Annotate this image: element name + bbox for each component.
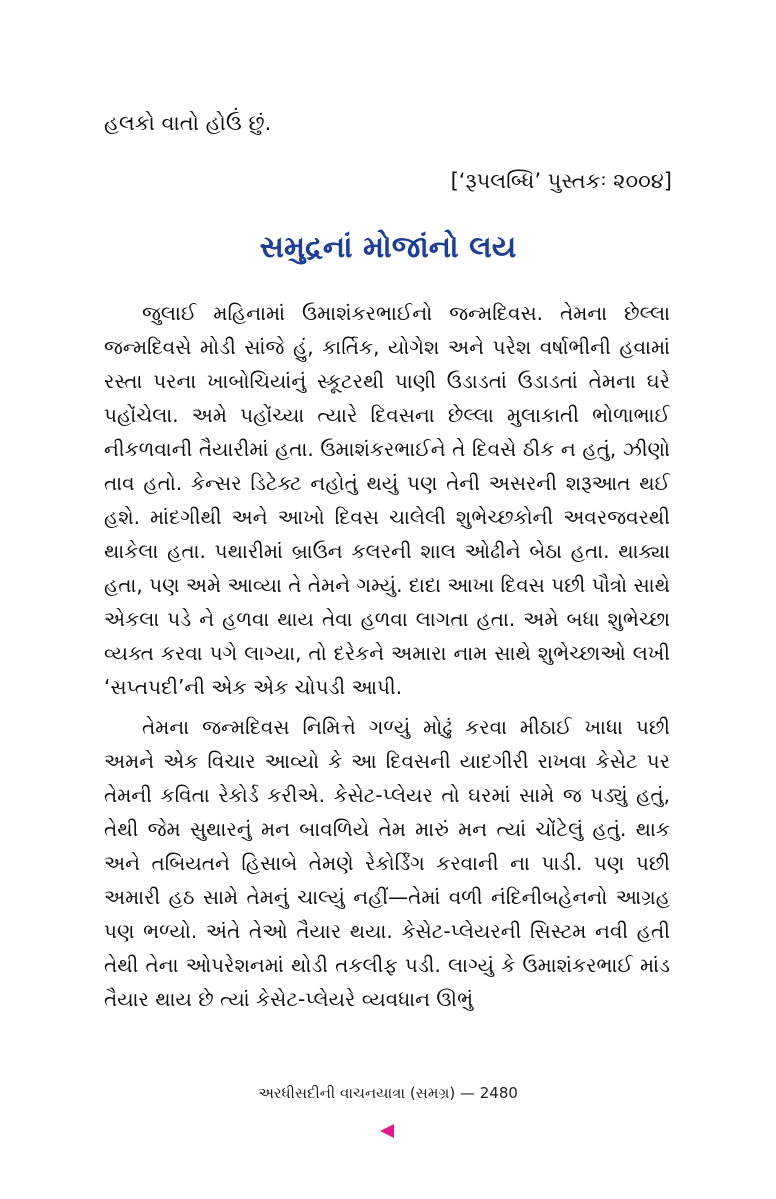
paragraph-2: તેમના જન્મદિવસ નિમિત્તે ગળ્યું મોઢું કરવા મીઠાઈ ખાધા પછી અમને એક વિચાર આવ્યો કે આ દિવસની યાદગીરી રાખવા કેસેટ પર તેમની કવિતા રેકોર્ડ કરીએ. કેસેટ-પ્લેયર તો ઘરમાં સામે જ પડ્યું હતું, તેથી જેમ સુથારનું મન બાવળિયે તેમ મારું મન ત્યાં ચોંટેલું હતું. થાક અને તબિયતને હિસાબે તેમણે રેકોર્ડિંગ કરવાની ના પાડી. પણ પછી અમારી હઠ સામે તેમનું ચાલ્યું નહીં—તેમાં વળી નંદિનીબહેનનો આગ્રહ પણ ભળ્યો. અંતે તેઓ તૈયાર થયા. કેસેટ-પ્લેયરની સિસ્ટમ નવી હતી તેથી તેના ઓપરેશનમાં થોડી તકલીફ પડી. લાગ્યું કે ઉમાશંકરભાઈ માંડ તૈયાર થાય છે ત્યાં કેસેટ-પ્લેયરે વ્યવધાન ઊભું: [104, 715, 670, 1011]
paragraph-1: જુલાઈ મહિનામાં ઉમાશંકરભાઈનો જન્મદિવસ. તેમના છેલ્લા જન્મદિવસે મોડી સાંજે હું, કાર્તિક, યોગેશ અને પરેશ વર્ષાભીની હવામાં રસ્તા પરના ખાબોચિયાંનું સ્કૂટરથી પાણી ઉડાડતાં ઉડાડતાં તેમના ઘરે પહોંચેલા. અમે પહોંચ્યા ત્યારે દિવસના છેલ્લા મુલાકાતી ભોળાભાઈ નીકળવાની તૈયારીમાં હતા. ઉમાશંકરભાઈને તે દિવસે ઠીક ન હતું, ઝીણો તાવ હતો. કેન્સર ડિટેક્ટ નહોતું થયું પણ તેની અસરની શરૂઆત થઈ હશે. માંદગીથી અને આખો દિવસ ચાલેલી શુભેચ્છકોની અવરજવરથી થાકેલા હતા. પથારીમાં બ્રાઉન કલરની શાલ ઓઢીને બેઠા હતા. થાક્યા હતા, પણ અમે આવ્યા તે તેમને ગમ્યું. દાદા આખા દિવસ પછી પૌત્રો સાથે એકલા પડે ને હળવા થાય તેવા હળવા લાગતા હતા. અમે બધા શુભેચ્છા વ્યક્ત કરવા પગે લાગ્યા, તો દરેકને અમારા નામ સાથે શુભેચ્છાઓ લખી ‘સપ્તપદી’ની એક એક ચોપડી આપી.: [104, 301, 670, 699]
article-body: [104, 296, 670, 1016]
source-citation: [‘રૂપલબ્ધિ’ પુસ્તકઃ ૨૦૦૪]: [450, 169, 672, 193]
previous-text-ending: હલકો વાતો હોઉં છું.: [104, 111, 272, 135]
article-title: સમુદ્રનાં મોજાંનો લય: [259, 230, 517, 265]
previous-page-arrow-icon[interactable]: [380, 1124, 394, 1138]
page-footer: અરધીસદીની વાચનયાત્રા (સમગ્ર) — 2480: [258, 1084, 518, 1102]
